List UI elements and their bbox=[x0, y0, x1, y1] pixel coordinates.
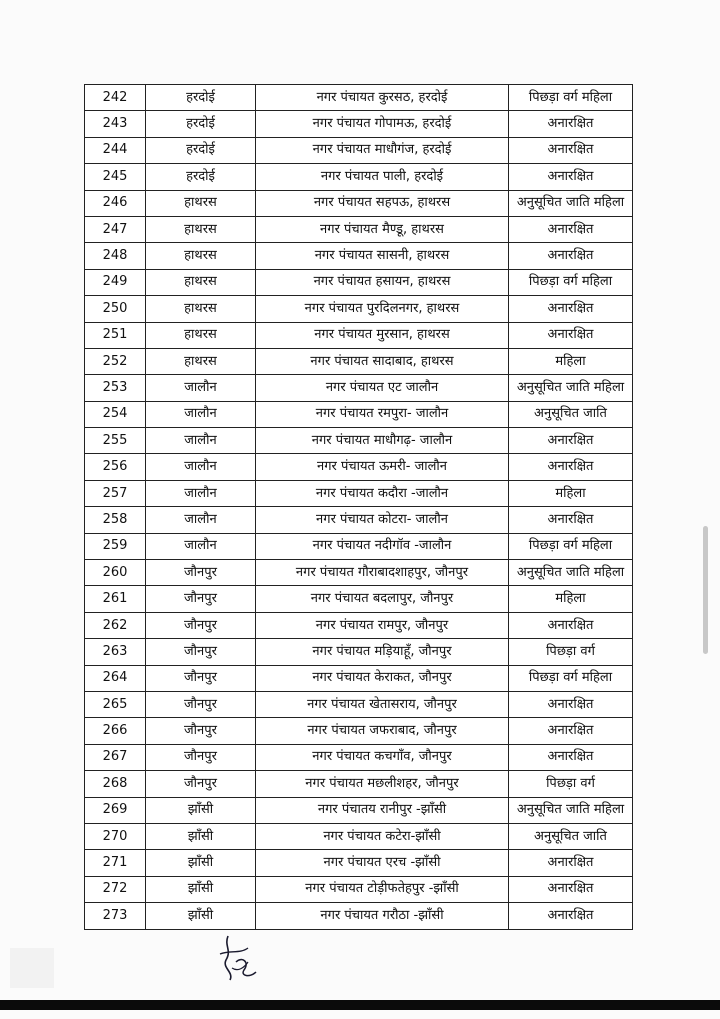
table-row bbox=[85, 164, 633, 190]
reservation-category-cell: अनारक्षित bbox=[509, 111, 633, 137]
serial-number-cell: 253 bbox=[85, 375, 146, 401]
reservation-category-cell: महिला bbox=[509, 480, 633, 506]
nagar-panchayat-cell: नगर पंचायत रमपुरा- जालौन bbox=[256, 401, 509, 427]
reservation-category-cell: महिला bbox=[509, 586, 633, 612]
reservation-category-cell: अनुसूचित जाति bbox=[509, 823, 633, 849]
district-cell: जौनपुर bbox=[146, 639, 256, 665]
reservation-category-cell: अनुसूचित जाति bbox=[509, 401, 633, 427]
district-cell: हाथरस bbox=[146, 243, 256, 269]
table-row bbox=[85, 322, 633, 348]
serial-number-cell: 242 bbox=[85, 85, 146, 111]
table-row bbox=[85, 533, 633, 559]
district-cell: जौनपुर bbox=[146, 586, 256, 612]
district-cell: जौनपुर bbox=[146, 560, 256, 586]
serial-number-cell: 251 bbox=[85, 322, 146, 348]
nagar-panchayat-cell: नगर पंचायत सादाबाद, हाथरस bbox=[256, 348, 509, 374]
reservation-category-cell: अनारक्षित bbox=[509, 137, 633, 163]
reservation-category-cell: अनारक्षित bbox=[509, 612, 633, 638]
serial-number-cell: 258 bbox=[85, 507, 146, 533]
nagar-panchayat-cell: नगर पंचायत कचगाँव, जौनपुर bbox=[256, 744, 509, 770]
reservation-category-cell: अनारक्षित bbox=[509, 903, 633, 929]
district-cell: जालौन bbox=[146, 454, 256, 480]
district-cell: हाथरस bbox=[146, 296, 256, 322]
district-cell: झाँसी bbox=[146, 876, 256, 902]
nagar-panchayat-cell: नगर पंचायत खेतासराय, जौनपुर bbox=[256, 691, 509, 717]
serial-number-cell: 247 bbox=[85, 216, 146, 242]
table-row bbox=[85, 771, 633, 797]
district-cell: जालौन bbox=[146, 480, 256, 506]
district-cell: जालौन bbox=[146, 428, 256, 454]
nagar-panchayat-cell: नगर पंचायत कदौरा -जालौन bbox=[256, 480, 509, 506]
table-row bbox=[85, 190, 633, 216]
nagar-panchayat-cell: नगर पंचायत पाली, हरदोई bbox=[256, 164, 509, 190]
district-cell: हाथरस bbox=[146, 216, 256, 242]
serial-number-cell: 272 bbox=[85, 876, 146, 902]
nagar-panchayat-cell: नगर पंचायत पुरदिलनगर, हाथरस bbox=[256, 296, 509, 322]
table-row bbox=[85, 744, 633, 770]
table-row bbox=[85, 876, 633, 902]
reservation-category-cell: अनारक्षित bbox=[509, 718, 633, 744]
nagar-panchayat-cell: नगर पंचायत बदलापुर, जौनपुर bbox=[256, 586, 509, 612]
table-row bbox=[85, 243, 633, 269]
nagar-panchayat-cell: नगर पंचायत कोटरा- जालौन bbox=[256, 507, 509, 533]
serial-number-cell: 265 bbox=[85, 691, 146, 717]
nagar-panchayat-cell: नगर पंचायत टोड़ीफतेहपुर -झाँसी bbox=[256, 876, 509, 902]
nagar-panchayat-cell: नगर पंचायत रामपुर, जौनपुर bbox=[256, 612, 509, 638]
serial-number-cell: 257 bbox=[85, 480, 146, 506]
serial-number-cell: 268 bbox=[85, 771, 146, 797]
district-cell: हरदोई bbox=[146, 85, 256, 111]
nagar-panchayat-cell: नगर पंचायत एरच -झाँसी bbox=[256, 850, 509, 876]
reservation-category-cell: अनारक्षित bbox=[509, 744, 633, 770]
nagar-panchayat-cell: नगर पंचायत मुरसान, हाथरस bbox=[256, 322, 509, 348]
serial-number-cell: 254 bbox=[85, 401, 146, 427]
table-row bbox=[85, 797, 633, 823]
reservation-category-cell: अनुसूचित जाति महिला bbox=[509, 560, 633, 586]
table-row bbox=[85, 691, 633, 717]
corner-smudge bbox=[10, 948, 54, 988]
district-cell: हाथरस bbox=[146, 348, 256, 374]
reservation-category-cell: अनुसूचित जाति महिला bbox=[509, 190, 633, 216]
serial-number-cell: 271 bbox=[85, 850, 146, 876]
reservation-category-cell: पिछड़ा वर्ग महिला bbox=[509, 533, 633, 559]
nagar-panchayat-cell: नगर पंचायत नदीगॉव -जालौन bbox=[256, 533, 509, 559]
table-body bbox=[85, 85, 633, 930]
bottom-edge-bar bbox=[0, 1000, 720, 1010]
serial-number-cell: 259 bbox=[85, 533, 146, 559]
table-row bbox=[85, 639, 633, 665]
district-cell: जौनपुर bbox=[146, 612, 256, 638]
reservation-category-cell: अनारक्षित bbox=[509, 876, 633, 902]
district-cell: हरदोई bbox=[146, 111, 256, 137]
nagar-panchayat-cell: नगर पंचायत मछलीशहर, जौनपुर bbox=[256, 771, 509, 797]
reservation-category-cell: पिछड़ा वर्ग महिला bbox=[509, 665, 633, 691]
serial-number-cell: 263 bbox=[85, 639, 146, 665]
serial-number-cell: 246 bbox=[85, 190, 146, 216]
nagar-panchayat-cell: नगर पंचायत कटेरा-झाँसी bbox=[256, 823, 509, 849]
district-cell: हाथरस bbox=[146, 269, 256, 295]
district-cell: जालौन bbox=[146, 533, 256, 559]
district-cell: हरदोई bbox=[146, 137, 256, 163]
reservation-category-cell: पिछड़ा वर्ग महिला bbox=[509, 85, 633, 111]
nagar-panchayat-cell: नगर पंचायत गौराबादशाहपुर, जौनपुर bbox=[256, 560, 509, 586]
nagar-panchayat-cell: नगर पंचायत सासनी, हाथरस bbox=[256, 243, 509, 269]
district-cell: झाँसी bbox=[146, 903, 256, 929]
table-row bbox=[85, 823, 633, 849]
serial-number-cell: 256 bbox=[85, 454, 146, 480]
reservation-category-cell: अनारक्षित bbox=[509, 216, 633, 242]
district-cell: झाँसी bbox=[146, 797, 256, 823]
nagar-panchayat-cell: नगर पंचायत मड़ियाहूँ, जौनपुर bbox=[256, 639, 509, 665]
district-cell: हाथरस bbox=[146, 190, 256, 216]
table-row bbox=[85, 428, 633, 454]
reservation-category-cell: अनारक्षित bbox=[509, 428, 633, 454]
table-row bbox=[85, 850, 633, 876]
reservation-category-cell: महिला bbox=[509, 348, 633, 374]
district-cell: जालौन bbox=[146, 507, 256, 533]
table-row bbox=[85, 586, 633, 612]
nagar-panchayat-cell: नगर पंचायत कुरसठ, हरदोई bbox=[256, 85, 509, 111]
table-row bbox=[85, 375, 633, 401]
reservation-table bbox=[84, 84, 633, 930]
district-cell: जौनपुर bbox=[146, 744, 256, 770]
district-cell: जौनपुर bbox=[146, 718, 256, 744]
reservation-category-cell: अनारक्षित bbox=[509, 691, 633, 717]
scrollbar-thumb[interactable] bbox=[703, 526, 708, 654]
nagar-panchayat-cell: नगर पंचायत जफराबाद, जौनपुर bbox=[256, 718, 509, 744]
serial-number-cell: 270 bbox=[85, 823, 146, 849]
serial-number-cell: 261 bbox=[85, 586, 146, 612]
serial-number-cell: 252 bbox=[85, 348, 146, 374]
district-cell: झाँसी bbox=[146, 823, 256, 849]
table-row bbox=[85, 718, 633, 744]
table-row bbox=[85, 612, 633, 638]
district-cell: जौनपुर bbox=[146, 691, 256, 717]
reservation-category-cell: पिछड़ा वर्ग bbox=[509, 639, 633, 665]
table-row bbox=[85, 348, 633, 374]
serial-number-cell: 245 bbox=[85, 164, 146, 190]
signature-image bbox=[214, 932, 264, 984]
table-row bbox=[85, 269, 633, 295]
table-row bbox=[85, 85, 633, 111]
serial-number-cell: 260 bbox=[85, 560, 146, 586]
district-cell: हरदोई bbox=[146, 164, 256, 190]
nagar-panchayat-cell: नगर पंचायत मैण्डू, हाथरस bbox=[256, 216, 509, 242]
nagar-panchayat-cell: नगर पंचायत सहपऊ, हाथरस bbox=[256, 190, 509, 216]
serial-number-cell: 244 bbox=[85, 137, 146, 163]
table-row bbox=[85, 454, 633, 480]
table-row bbox=[85, 216, 633, 242]
serial-number-cell: 248 bbox=[85, 243, 146, 269]
reservation-category-cell: अनारक्षित bbox=[509, 243, 633, 269]
serial-number-cell: 255 bbox=[85, 428, 146, 454]
serial-number-cell: 266 bbox=[85, 718, 146, 744]
nagar-panchayat-cell: नगर पंचातय रानीपुर -झाँसी bbox=[256, 797, 509, 823]
nagar-panchayat-cell: नगर पंचायत गोपामऊ, हरदोई bbox=[256, 111, 509, 137]
nagar-panchayat-cell: नगर पंचायत गरौठा -झाँसी bbox=[256, 903, 509, 929]
table-row bbox=[85, 560, 633, 586]
serial-number-cell: 243 bbox=[85, 111, 146, 137]
reservation-category-cell: अनुसूचित जाति महिला bbox=[509, 797, 633, 823]
reservation-category-cell: अनारक्षित bbox=[509, 322, 633, 348]
reservation-category-cell: अनुसूचित जाति महिला bbox=[509, 375, 633, 401]
reservation-category-cell: अनारक्षित bbox=[509, 507, 633, 533]
nagar-panchayat-cell: नगर पंचायत एट जालौन bbox=[256, 375, 509, 401]
reservation-category-cell: अनारक्षित bbox=[509, 296, 633, 322]
table-row bbox=[85, 137, 633, 163]
district-cell: झाँसी bbox=[146, 850, 256, 876]
serial-number-cell: 262 bbox=[85, 612, 146, 638]
district-cell: जालौन bbox=[146, 401, 256, 427]
table-row bbox=[85, 480, 633, 506]
table-row bbox=[85, 903, 633, 929]
serial-number-cell: 273 bbox=[85, 903, 146, 929]
table-row bbox=[85, 296, 633, 322]
district-cell: जौनपुर bbox=[146, 665, 256, 691]
table-row bbox=[85, 507, 633, 533]
table-row bbox=[85, 111, 633, 137]
reservation-category-cell: अनारक्षित bbox=[509, 164, 633, 190]
nagar-panchayat-cell: नगर पंचायत ऊमरी- जालौन bbox=[256, 454, 509, 480]
district-cell: हाथरस bbox=[146, 322, 256, 348]
reservation-category-cell: पिछड़ा वर्ग महिला bbox=[509, 269, 633, 295]
district-cell: जौनपुर bbox=[146, 771, 256, 797]
reservation-category-cell: अनारक्षित bbox=[509, 850, 633, 876]
reservation-category-cell: पिछड़ा वर्ग bbox=[509, 771, 633, 797]
nagar-panchayat-cell: नगर पंचायत केराकत, जौनपुर bbox=[256, 665, 509, 691]
district-cell: जालौन bbox=[146, 375, 256, 401]
nagar-panchayat-cell: नगर पंचायत हसायन, हाथरस bbox=[256, 269, 509, 295]
serial-number-cell: 267 bbox=[85, 744, 146, 770]
reservation-category-cell: अनारक्षित bbox=[509, 454, 633, 480]
table-row bbox=[85, 401, 633, 427]
serial-number-cell: 249 bbox=[85, 269, 146, 295]
serial-number-cell: 269 bbox=[85, 797, 146, 823]
nagar-panchayat-cell: नगर पंचायत माधौगढ़- जालौन bbox=[256, 428, 509, 454]
table-row bbox=[85, 665, 633, 691]
serial-number-cell: 250 bbox=[85, 296, 146, 322]
serial-number-cell: 264 bbox=[85, 665, 146, 691]
nagar-panchayat-cell: नगर पंचायत माधौगंज, हरदोई bbox=[256, 137, 509, 163]
